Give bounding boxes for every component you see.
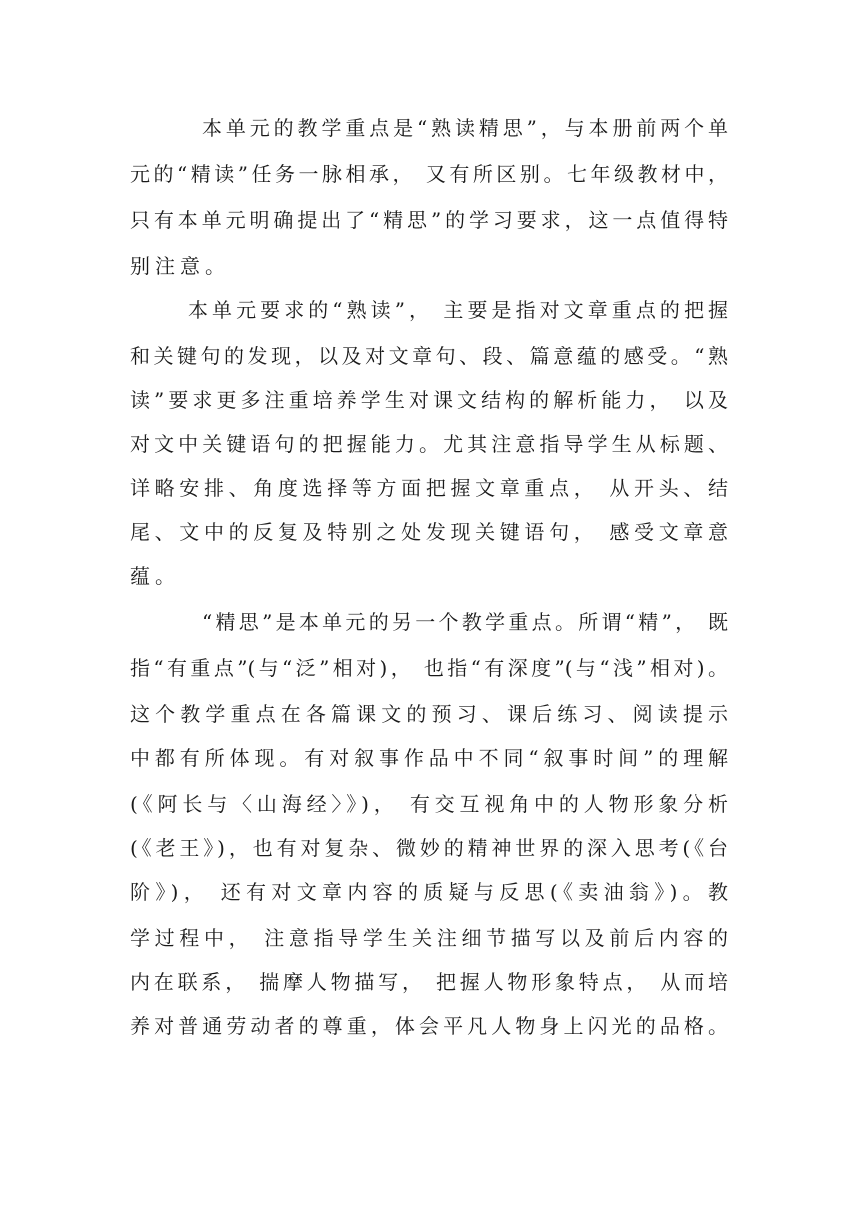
text-line: 中都有所体现。有对叙事作品中不同“叙事时间”的理解 xyxy=(130,746,728,770)
text-line: 元的“精读”任务一脉相承， 又有所区别。七年级教材中， xyxy=(130,162,728,186)
text-line: 阶》)， 还有对文章内容的质疑与反思(《卖油翁》)。教 xyxy=(130,880,728,904)
text-line: 本单元要求的“熟读”， 主要是指对文章重点的把握 xyxy=(188,298,728,322)
text-line: 养对普通劳动者的尊重，体会平凡人物身上闪光的品格。 xyxy=(130,1014,728,1038)
text-line: 尾、文中的反复及特别之处发现关键语句， 感受文章意 xyxy=(130,520,728,544)
text-line: (《阿长与〈山海经〉》)， 有交互视角中的人物形象分析 xyxy=(130,792,728,816)
text-line: 指“有重点”(与“泛”相对)， 也指“有深度”(与“浅”相对)。 xyxy=(130,656,728,680)
text-line: 别注意。 xyxy=(130,254,230,278)
text-line: 读”要求更多注重培养学生对课文结构的解析能力， 以及 xyxy=(130,388,728,412)
text-line: 和关键句的发现，以及对文章句、段、篇意蕴的感受。“熟 xyxy=(130,344,728,368)
text-line: 详略安排、角度选择等方面把握文章重点， 从开头、结 xyxy=(130,476,728,500)
text-line: 蕴。 xyxy=(130,564,180,588)
text-line: 这个教学重点在各篇课文的预习、课后练习、阅读提示 xyxy=(130,702,728,726)
text-line: “精思”是本单元的另一个教学重点。所谓“精”， 既 xyxy=(202,610,728,634)
text-line: 内在联系， 揣摩人物描写， 把握人物形象特点， 从而培 xyxy=(130,970,728,994)
text-line: (《老王》)，也有对复杂、微妙的精神世界的深入思考(《台 xyxy=(130,836,728,860)
text-line: 本单元的教学重点是“熟读精思”，与本册前两个单 xyxy=(202,116,728,140)
text-line: 学过程中， 注意指导学生关注细节描写以及前后内容的 xyxy=(130,926,728,950)
text-line: 只有本单元明确提出了“精思”的学习要求，这一点值得特 xyxy=(130,208,728,232)
text-line: 对文中关键语句的把握能力。尤其注意指导学生从标题、 xyxy=(130,432,728,456)
